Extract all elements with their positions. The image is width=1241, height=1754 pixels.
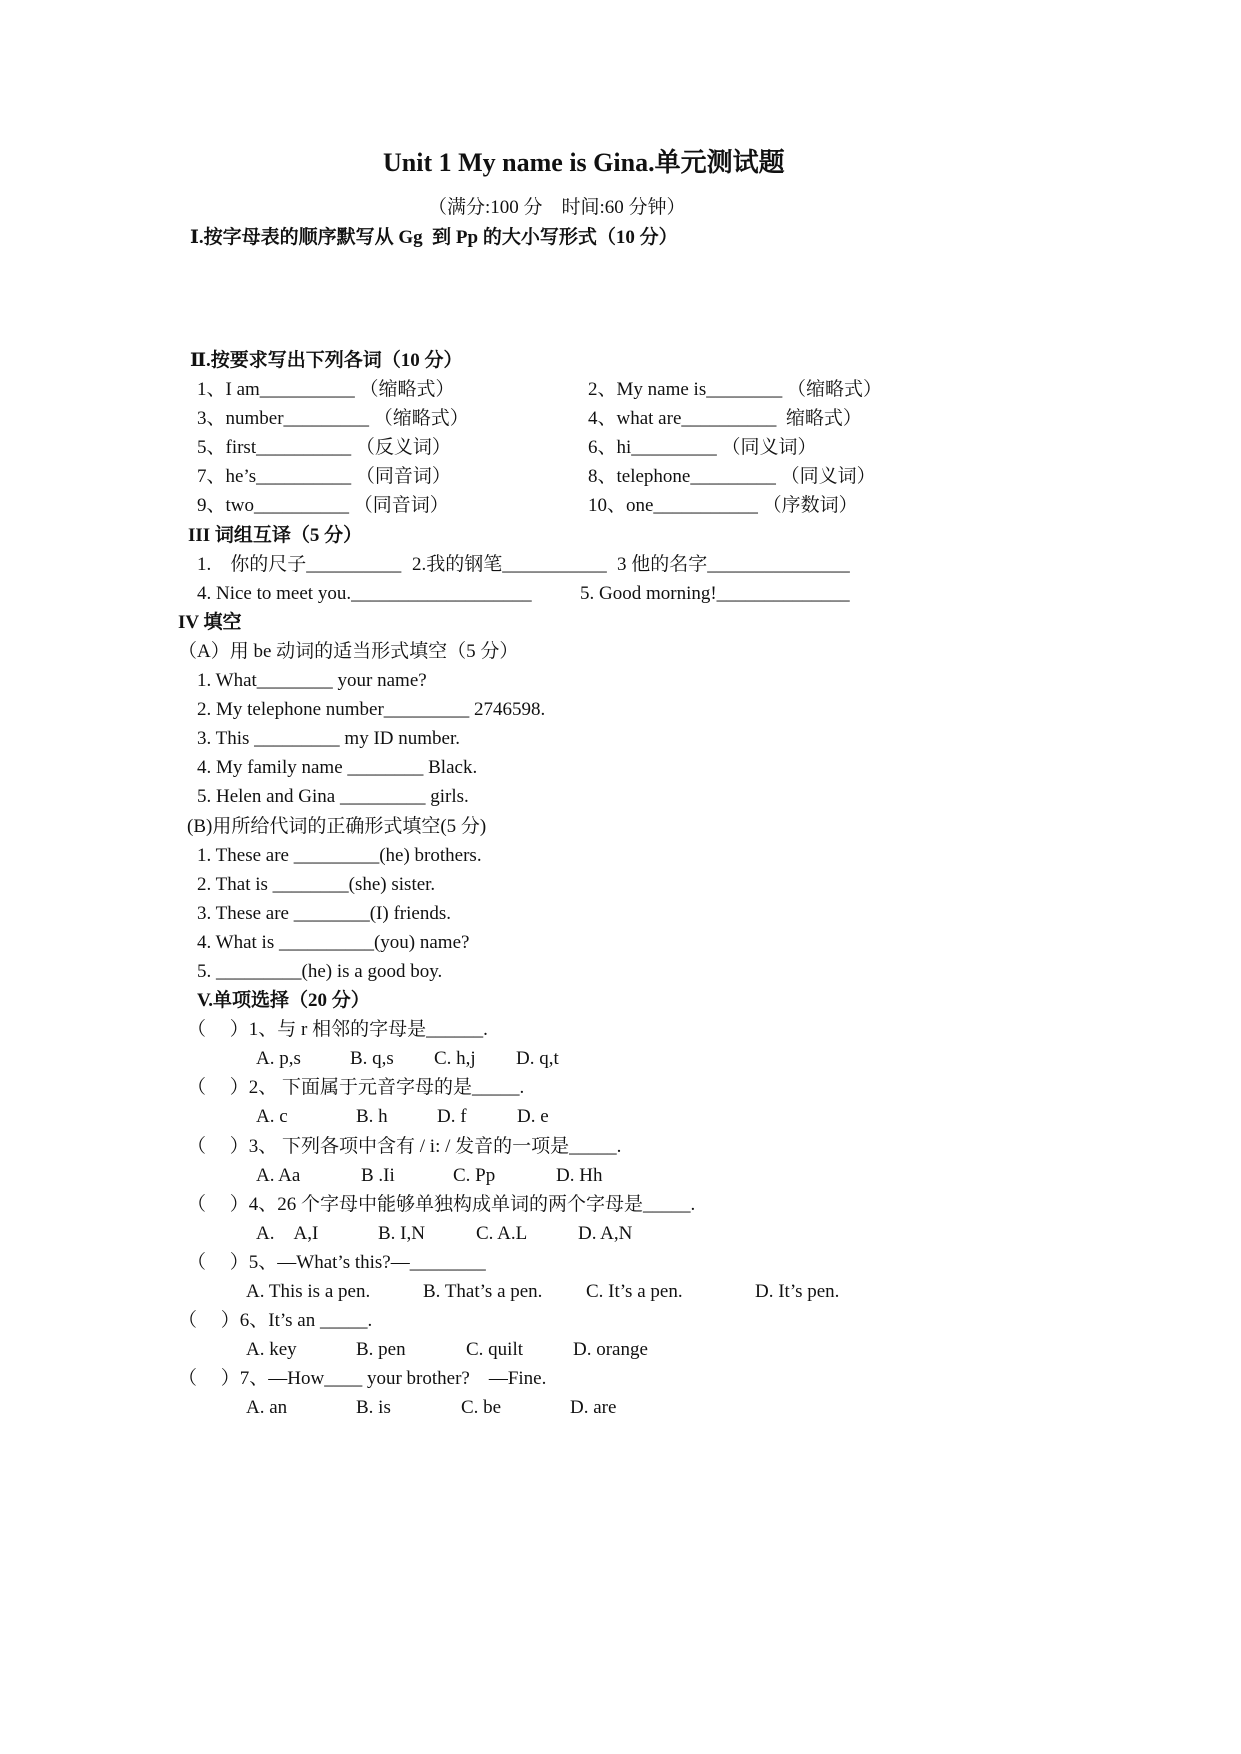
part-a-item: 3. This _________ my ID number. (197, 728, 461, 750)
section-2-item: 6、hi_________ （同义词） (588, 437, 817, 459)
option-b: B .Ii (361, 1164, 395, 1186)
option-a: A. p,s (256, 1048, 301, 1070)
options-row (0, 1044, 1241, 1073)
option-a: A. Aa (256, 1164, 301, 1186)
question-stem: 1、与 r 相邻的字母是______. (248, 1019, 488, 1041)
section-2-item: 5、first__________ （反义词） (197, 437, 451, 459)
part-a-item: 4. My family name ________ Black. (197, 757, 478, 779)
part-b-item: 2. That is ________(she) sister. (197, 873, 436, 895)
answer-bracket: （ ） (187, 1019, 249, 1041)
question-row (0, 1306, 1241, 1335)
section-2-row (0, 462, 1241, 491)
section-2-row (0, 375, 1241, 404)
section-5-heading: V.单项选择（20 分） (197, 990, 370, 1012)
option-c: C. A.L (476, 1222, 528, 1244)
answer-bracket: （ ） (187, 1251, 249, 1273)
option-d: D. Hh (556, 1164, 603, 1186)
section-3-row (0, 550, 1241, 579)
section-3-item: 3 他的名字_______________ (617, 553, 850, 575)
options-row (0, 1102, 1241, 1131)
option-c: C. be (461, 1397, 502, 1419)
option-a: A. an (246, 1397, 288, 1419)
section-2-item: 4、what are__________ 缩略式） (588, 408, 862, 430)
answer-bracket: （ ） (187, 1135, 249, 1157)
answer-bracket: （ ） (187, 1077, 249, 1099)
answer-bracket: （ ） (178, 1310, 240, 1332)
section-2-row (0, 433, 1241, 462)
option-b: B. h (356, 1106, 388, 1128)
options-row (0, 1277, 1241, 1306)
option-b: B. q,s (350, 1048, 394, 1070)
section-2-item: 10、one___________ （序数词） (588, 495, 858, 517)
section-3-row (0, 579, 1241, 608)
part-b-heading: (B)用所给代词的正确形式填空(5 分) (187, 815, 487, 837)
question-stem: 3、 下列各项中含有 / i: / 发音的一项是_____. (248, 1135, 622, 1157)
section-2-item: 1、I am__________ （缩略式） (197, 379, 455, 401)
part-a-item: 1. What________ your name? (197, 670, 427, 692)
section-2-row (0, 491, 1241, 520)
score-time-info: （满分:100 分 时间:60 分钟） (428, 197, 686, 218)
section-2-item: 8、telephone_________ （同义词） (588, 466, 876, 488)
option-c: D. f (437, 1106, 467, 1128)
option-a: A. A,I (256, 1222, 319, 1244)
question-stem: 2、 下面属于元音字母的是_____. (248, 1077, 525, 1099)
question-row (0, 1132, 1241, 1161)
option-d: D. It’s pen. (755, 1281, 840, 1302)
section-4-heading: IV 填空 (178, 611, 242, 633)
question-row (0, 1015, 1241, 1044)
options-row (0, 1161, 1241, 1190)
part-a-heading: （A）用 be 动词的适当形式填空（5 分） (178, 640, 519, 662)
options-row (0, 1393, 1241, 1422)
question-stem: 5、—What’s this?—________ (248, 1251, 486, 1273)
question-stem: 7、—How____ your brother? —Fine. (239, 1368, 547, 1390)
option-a: A. This is a pen. (246, 1281, 371, 1302)
part-b-item: 5. _________(he) is a good boy. (197, 960, 443, 982)
answer-bracket: （ ） (178, 1368, 240, 1390)
option-d: D. A,N (578, 1222, 633, 1244)
part-a-item: 5. Helen and Gina _________ girls. (197, 786, 469, 808)
question-row (0, 1073, 1241, 1102)
part-b-item: 1. These are _________(he) brothers. (197, 844, 482, 866)
option-c: C. Pp (453, 1164, 496, 1186)
option-a: A. c (256, 1106, 288, 1128)
option-c: C. It’s a pen. (586, 1281, 683, 1302)
option-c: C. h,j (434, 1048, 476, 1070)
part-b-item: 4. What is __________(you) name? (197, 931, 470, 953)
question-row (0, 1190, 1241, 1219)
question-stem: 6、It’s an _____. (239, 1310, 373, 1332)
section-2-item: 9、two__________ （同音词） (197, 495, 449, 517)
answer-bracket: （ ） (187, 1193, 249, 1215)
part-b-item: 3. These are ________(I) friends. (197, 902, 451, 924)
option-d: D. q,t (516, 1048, 559, 1070)
options-row (0, 1335, 1241, 1364)
option-d: D. e (517, 1106, 549, 1128)
option-b: B. I,N (378, 1222, 425, 1244)
section-3-item: 1. 你的尺子__________ (197, 553, 402, 575)
page-title: Unit 1 My name is Gina.单元测试题 (383, 148, 785, 177)
option-a: A. key (246, 1339, 297, 1361)
option-d: D. orange (573, 1339, 648, 1361)
option-c: C. quilt (466, 1339, 524, 1361)
exam-body (0, 346, 1241, 1422)
section-2-row (0, 404, 1241, 433)
question-stem: 4、26 个字母中能够单独构成单词的两个字母是_____. (248, 1193, 696, 1215)
section-3-item: 4. Nice to meet you.___________________ (197, 582, 532, 604)
option-b: B. is (356, 1397, 391, 1419)
section-1-heading: Ⅰ.按字母表的顺序默写从 Gg 到 Pp 的大小写形式（10 分） (190, 227, 678, 248)
section-2-item: 2、My name is________ （缩略式） (588, 379, 882, 401)
section-2-item: 3、number_________ （缩略式） (197, 408, 469, 430)
section-3-heading: III 词组互译（5 分） (188, 524, 363, 546)
section-2-item: 7、he’s__________ （同音词） (197, 466, 451, 488)
option-b: B. pen (356, 1339, 406, 1361)
question-row (0, 1248, 1241, 1277)
section-3-item: 5. Good morning!______________ (580, 582, 850, 604)
options-row (0, 1219, 1241, 1248)
part-a-item: 2. My telephone number_________ 2746598. (197, 699, 546, 721)
option-d: D. are (570, 1397, 617, 1419)
option-b: B. That’s a pen. (423, 1281, 543, 1302)
section-2-heading: Ⅱ.按要求写出下列各词（10 分） (190, 350, 463, 371)
question-row (0, 1364, 1241, 1393)
section-3-item: 2.我的钢笔___________ (412, 553, 607, 575)
